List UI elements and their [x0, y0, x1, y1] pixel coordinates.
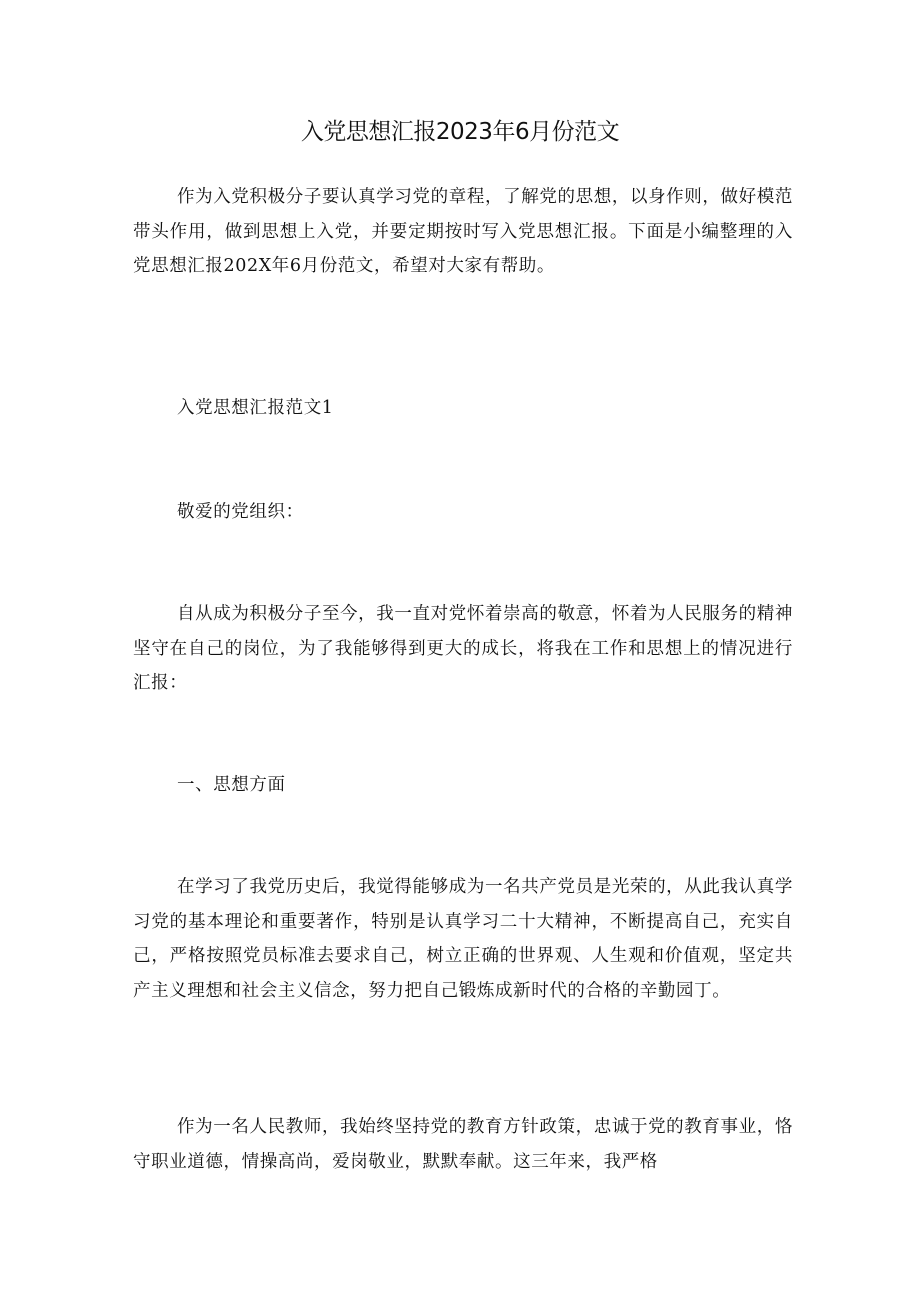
body-paragraph-3: 作为一名人民教师，我始终坚持党的教育方针政策，忠诚于党的教育事业，恪守职业道德，情操高尚，爱岗敬业，默默奉献。这三年来，我严格	[133, 1117, 793, 1172]
section-heading: 入党思想汇报范文1	[177, 398, 334, 418]
body-paragraph-2: 在学习了我党历史后，我觉得能够成为一名共产党员是光荣的，从此我认真学习党的基本理论和重要著作，特别是认真学习二十大精神，不断提高自己，充实自己，严格按照党员标准去要求自己，树立正确的世界观、人生观和价值观，坚定共产主义理想和社会主义信念，努力把自己锻炼成新时代的合格的辛勤园丁。	[133, 877, 793, 1001]
subheading-thought: 一、思想方面	[177, 775, 286, 795]
salutation: 敬爱的党组织：	[177, 502, 304, 522]
body-paragraph-1: 自从成为积极分子至今，我一直对党怀着崇高的敬意，怀着为人民服务的精神坚守在自己的岗位，为了我能够得到更大的成长，将我在工作和思想上的情况进行汇报：	[133, 604, 793, 693]
document-title: 入党思想汇报2023年6月份范文	[300, 119, 620, 145]
intro-paragraph: 作为入党积极分子要认真学习党的章程，了解党的思想，以身作则，做好模范带头作用，做到思想上入党，并要定期按时写入党思想汇报。下面是小编整理的入党思想汇报202X年6月份范文，希望对大家有帮助。	[133, 187, 793, 276]
